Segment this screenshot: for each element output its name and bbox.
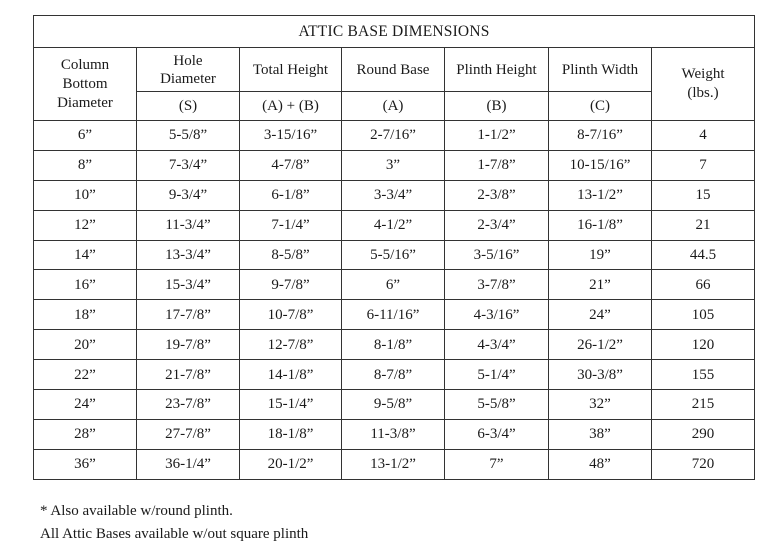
table-cell: 30-3/8” bbox=[549, 360, 652, 390]
table-cell: 36” bbox=[34, 449, 137, 479]
header-total-height: Total Height bbox=[240, 48, 342, 92]
table-cell: 17-7/8” bbox=[137, 300, 240, 330]
table-cell: 44.5 bbox=[652, 240, 755, 270]
table-cell: 8-5/8” bbox=[240, 240, 342, 270]
table-cell: 24” bbox=[34, 390, 137, 420]
header-round-base: Round Base bbox=[342, 48, 445, 92]
table-cell: 16” bbox=[34, 270, 137, 300]
table-cell: 105 bbox=[652, 300, 755, 330]
table-cell: 120 bbox=[652, 330, 755, 360]
table-cell: 10-15/16” bbox=[549, 150, 652, 180]
table-cell: 23-7/8” bbox=[137, 390, 240, 420]
table-row bbox=[34, 270, 755, 300]
table-cell: 7-3/4” bbox=[137, 150, 240, 180]
table-cell: 3-7/8” bbox=[445, 270, 549, 300]
table-cell: 38” bbox=[549, 419, 652, 449]
table-cell: 16-1/8” bbox=[549, 210, 652, 240]
table-cell: 3-15/16” bbox=[240, 121, 342, 151]
table-cell: 3” bbox=[342, 150, 445, 180]
table-cell: 21 bbox=[652, 210, 755, 240]
table-cell: 20-1/2” bbox=[240, 449, 342, 479]
table-cell: 4 bbox=[652, 121, 755, 151]
table-title: ATTIC BASE DIMENSIONS bbox=[34, 16, 755, 48]
table-cell: 4-3/16” bbox=[445, 300, 549, 330]
footnotes bbox=[40, 500, 308, 546]
header-line: Hole bbox=[173, 52, 203, 69]
table-row bbox=[34, 360, 755, 390]
table-cell: 13-1/2” bbox=[549, 180, 652, 210]
header-line: Weight bbox=[681, 66, 725, 82]
table-cell: 1-7/8” bbox=[445, 150, 549, 180]
table-cell: 6-11/16” bbox=[342, 300, 445, 330]
table-cell: 10” bbox=[34, 180, 137, 210]
table-cell: 6-3/4” bbox=[445, 419, 549, 449]
table-cell: 4-7/8” bbox=[240, 150, 342, 180]
table-cell: 21” bbox=[549, 270, 652, 300]
header-hole-diameter bbox=[137, 48, 240, 92]
header-line: Diameter bbox=[160, 70, 216, 87]
table-cell: 14-1/8” bbox=[240, 360, 342, 390]
table-cell: 11-3/4” bbox=[137, 210, 240, 240]
table-row bbox=[34, 150, 755, 180]
table-cell: 15 bbox=[652, 180, 755, 210]
table-cell: 14” bbox=[34, 240, 137, 270]
table-cell: 5-1/4” bbox=[445, 360, 549, 390]
table-cell: 20” bbox=[34, 330, 137, 360]
table-cell: 6” bbox=[34, 121, 137, 151]
table-cell: 155 bbox=[652, 360, 755, 390]
table-cell: 21-7/8” bbox=[137, 360, 240, 390]
table-cell: 18” bbox=[34, 300, 137, 330]
header-plinth-width-code: (C) bbox=[549, 92, 652, 121]
table-cell: 19-7/8” bbox=[137, 330, 240, 360]
table-cell: 28” bbox=[34, 419, 137, 449]
table-cell: 10-7/8” bbox=[240, 300, 342, 330]
table-row bbox=[34, 121, 755, 151]
table-cell: 215 bbox=[652, 390, 755, 420]
header-plinth-width: Plinth Width bbox=[549, 48, 652, 92]
table-cell: 7” bbox=[445, 449, 549, 479]
header-line: Bottom bbox=[62, 75, 108, 92]
table-cell: 290 bbox=[652, 419, 755, 449]
table-cell: 24” bbox=[549, 300, 652, 330]
table-row bbox=[34, 390, 755, 420]
header-weight bbox=[652, 48, 755, 121]
table-cell: 2-7/16” bbox=[342, 121, 445, 151]
header-column-bottom-diameter bbox=[34, 48, 137, 121]
table-cell: 6” bbox=[342, 270, 445, 300]
table-cell: 720 bbox=[652, 449, 755, 479]
attic-base-dimensions-table bbox=[33, 15, 755, 480]
table-cell: 4-1/2” bbox=[342, 210, 445, 240]
header-total-height-code: (A) + (B) bbox=[240, 92, 342, 121]
table-cell: 2-3/8” bbox=[445, 180, 549, 210]
table-cell: 2-3/4” bbox=[445, 210, 549, 240]
table-cell: 8-7/8” bbox=[342, 360, 445, 390]
table-cell: 9-7/8” bbox=[240, 270, 342, 300]
header-plinth-height: Plinth Height bbox=[445, 48, 549, 92]
table-cell: 18-1/8” bbox=[240, 419, 342, 449]
table-cell: 36-1/4” bbox=[137, 449, 240, 479]
table-cell: 8” bbox=[34, 150, 137, 180]
table-cell: 11-3/8” bbox=[342, 419, 445, 449]
footnote-round-plinth: * Also available w/round plinth. bbox=[40, 503, 233, 519]
table-cell: 13-1/2” bbox=[342, 449, 445, 479]
header-line: Diameter bbox=[57, 94, 113, 111]
table-row bbox=[34, 210, 755, 240]
table-cell: 12” bbox=[34, 210, 137, 240]
table-row bbox=[34, 240, 755, 270]
table-row bbox=[34, 449, 755, 479]
table-cell: 5-5/8” bbox=[445, 390, 549, 420]
table-body bbox=[34, 121, 755, 480]
table-cell: 13-3/4” bbox=[137, 240, 240, 270]
table-row bbox=[34, 419, 755, 449]
table-cell: 5-5/16” bbox=[342, 240, 445, 270]
table-cell: 15-1/4” bbox=[240, 390, 342, 420]
header-line: Column bbox=[60, 56, 110, 73]
table-cell: 9-3/4” bbox=[137, 180, 240, 210]
table-cell: 9-5/8” bbox=[342, 390, 445, 420]
table-cell: 48” bbox=[549, 449, 652, 479]
table-cell: 66 bbox=[652, 270, 755, 300]
table-row bbox=[34, 180, 755, 210]
table-cell: 7 bbox=[652, 150, 755, 180]
table-cell: 12-7/8” bbox=[240, 330, 342, 360]
table-cell: 6-1/8” bbox=[240, 180, 342, 210]
table-cell: 5-5/8” bbox=[137, 121, 240, 151]
footnote-square-plinth: All Attic Bases available w/out square plinth bbox=[40, 526, 309, 542]
table-cell: 3-3/4” bbox=[342, 180, 445, 210]
table-cell: 4-3/4” bbox=[445, 330, 549, 360]
table-cell: 7-1/4” bbox=[240, 210, 342, 240]
header-plinth-height-code: (B) bbox=[445, 92, 549, 121]
table-cell: 15-3/4” bbox=[137, 270, 240, 300]
header-line: (lbs.) bbox=[687, 85, 719, 101]
header-round-base-code: (A) bbox=[342, 92, 445, 121]
table-cell: 27-7/8” bbox=[137, 419, 240, 449]
table-cell: 1-1/2” bbox=[445, 121, 549, 151]
table-cell: 8-7/16” bbox=[549, 121, 652, 151]
table-cell: 32” bbox=[549, 390, 652, 420]
attic-base-table-container bbox=[33, 15, 754, 480]
table-row bbox=[34, 300, 755, 330]
table-cell: 22” bbox=[34, 360, 137, 390]
table-cell: 3-5/16” bbox=[445, 240, 549, 270]
table-row bbox=[34, 330, 755, 360]
header-hole-diameter-code: (S) bbox=[137, 92, 240, 121]
table-cell: 19” bbox=[549, 240, 652, 270]
table-cell: 26-1/2” bbox=[549, 330, 652, 360]
table-cell: 8-1/8” bbox=[342, 330, 445, 360]
